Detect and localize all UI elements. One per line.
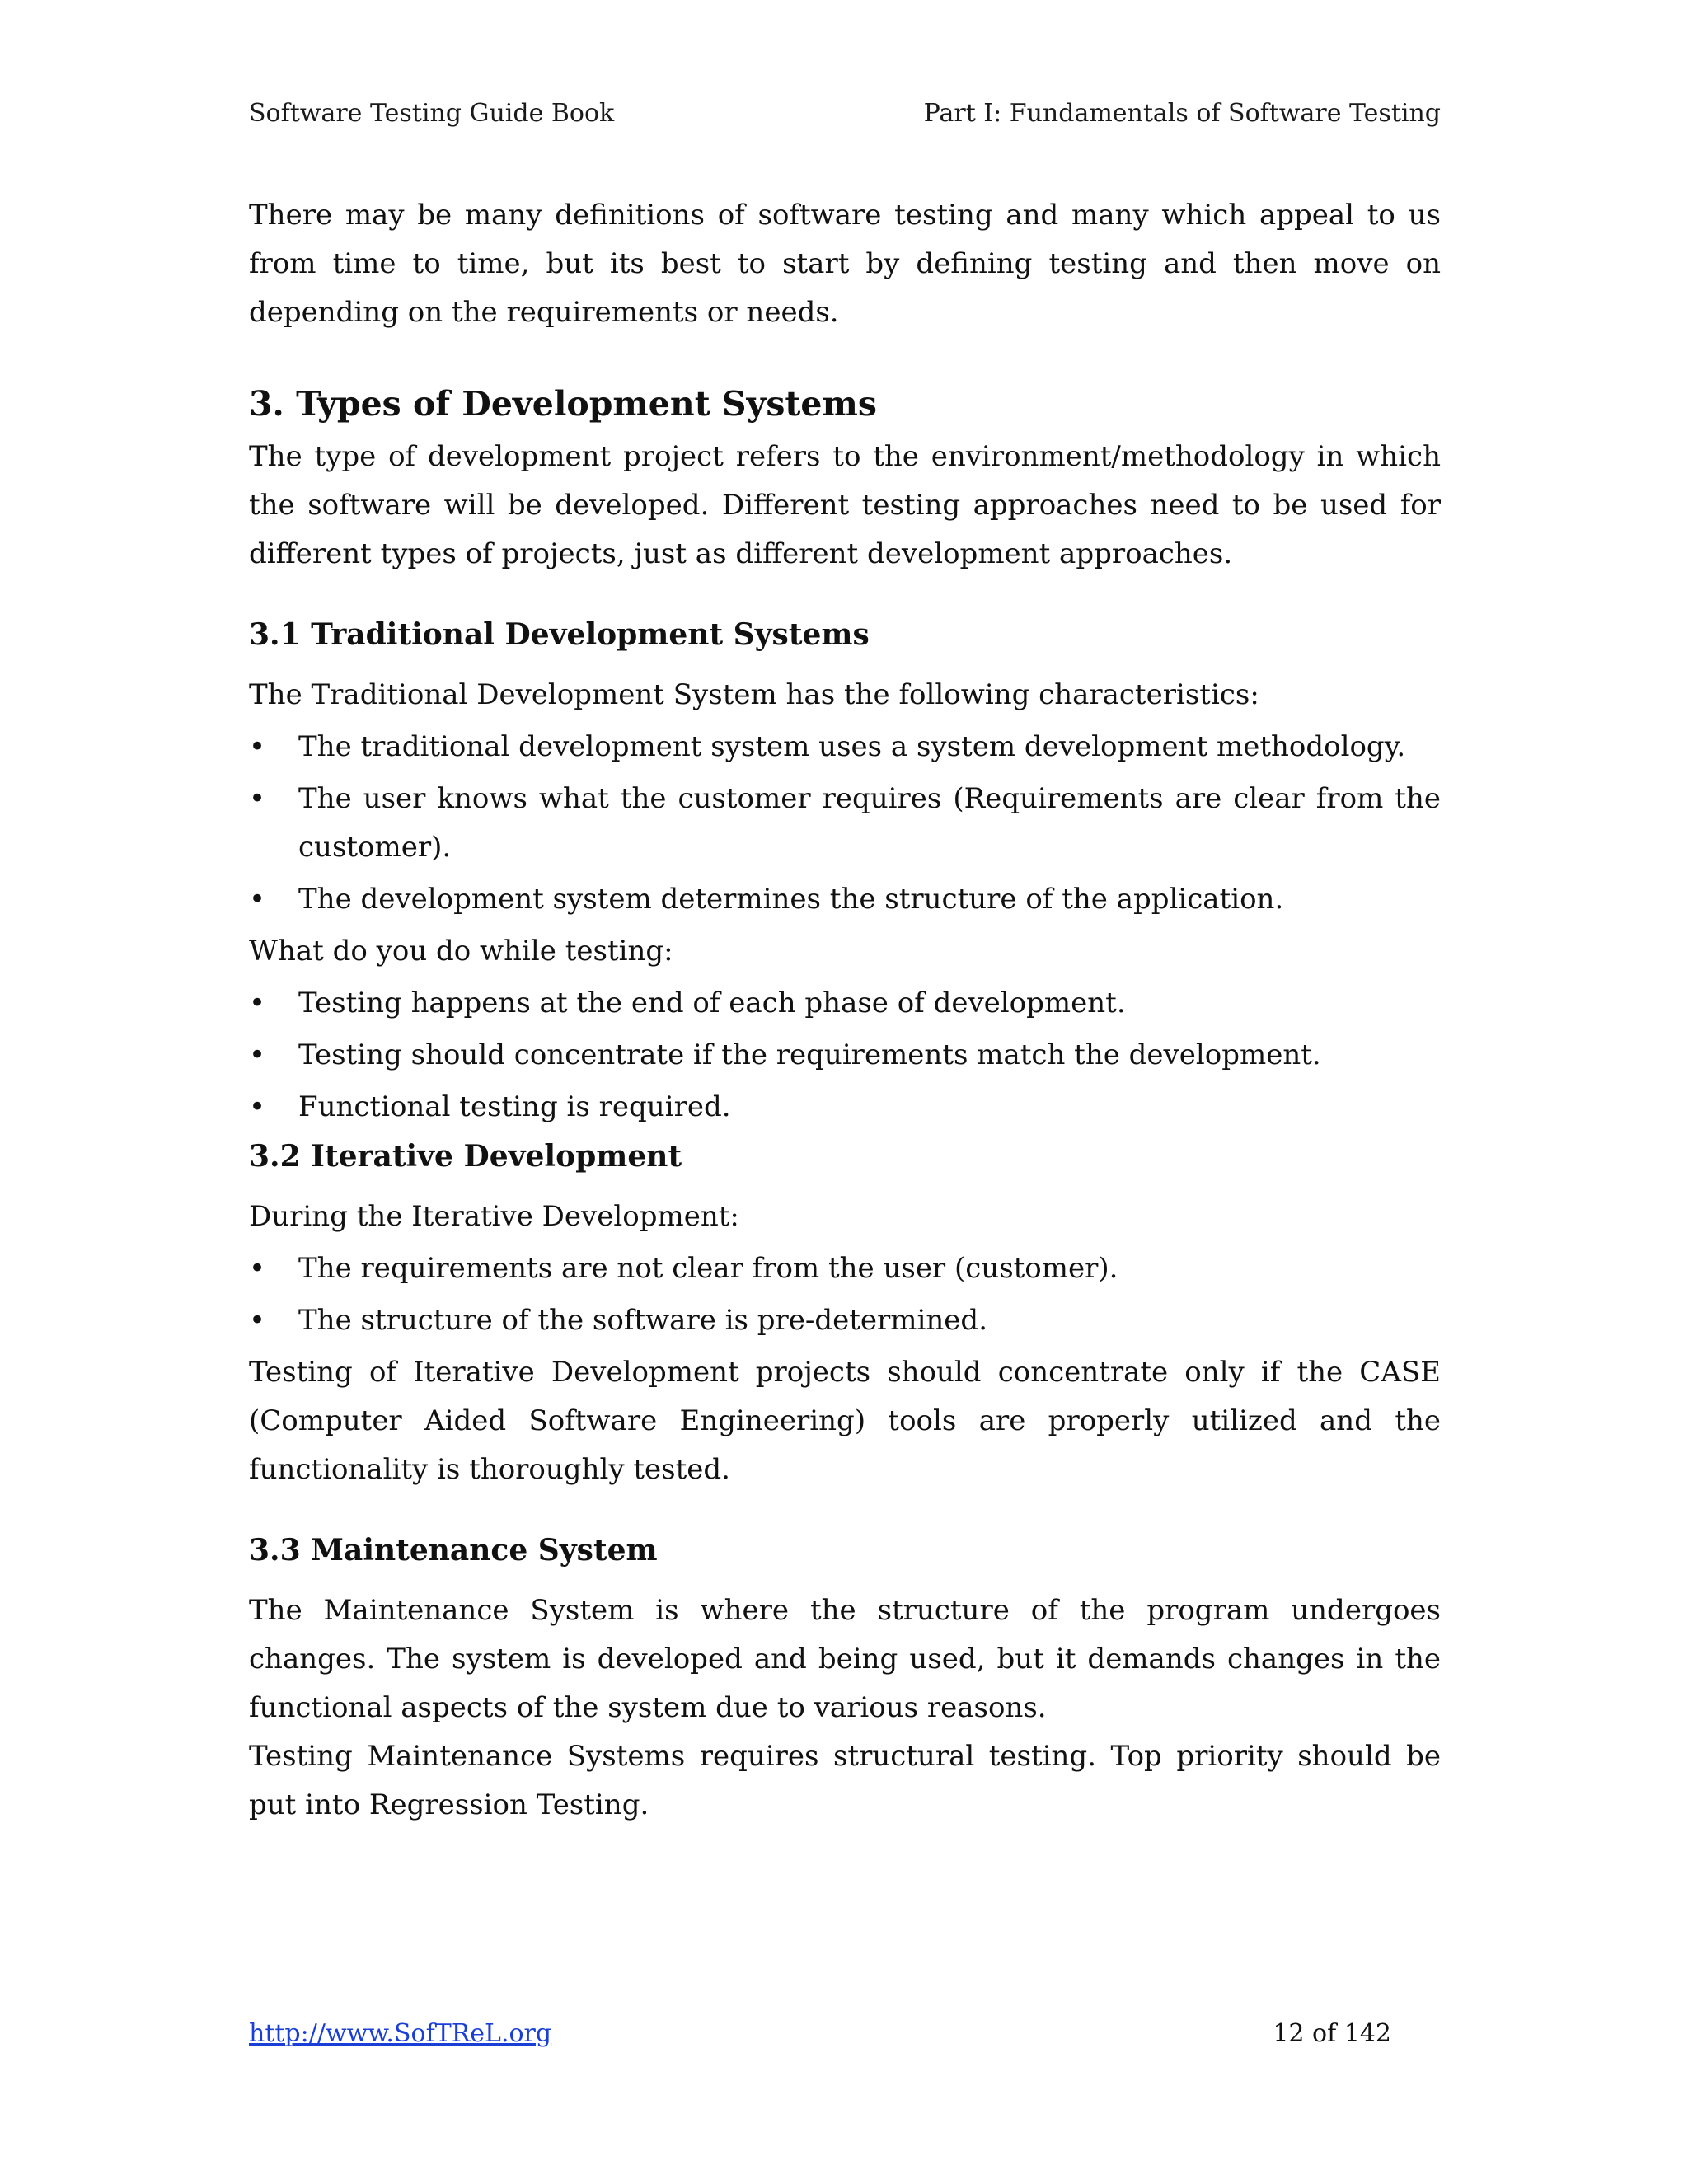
section-3-1-heading: 3.1 Traditional Development Systems xyxy=(249,617,870,652)
header-book-title: Software Testing Guide Book xyxy=(249,99,615,128)
page-footer xyxy=(249,2018,1391,2050)
page-content xyxy=(249,191,1441,1830)
list-item: • The requirements are not clear from the user (customer). xyxy=(249,1244,1441,1293)
header-part-title: Part I: Fundamentals of Software Testing xyxy=(923,99,1441,128)
bullet-icon: • xyxy=(249,987,266,1019)
list-item: • The development system determines the structure of the application. xyxy=(249,875,1441,924)
section-3-2-lead: During the Iterative Development: xyxy=(249,1200,739,1233)
bullet-icon: • xyxy=(249,1038,266,1071)
iterative-list xyxy=(249,1244,1441,1345)
page-number: 12 of 142 xyxy=(1273,2019,1391,2048)
section-3-3-paragraph-2: Testing Maintenance Systems requires structural testing. Top priority should be put into Regression Testing. xyxy=(249,1740,1441,1821)
list-item: • The structure of the software is pre-determined. xyxy=(249,1296,1441,1345)
list-item: • The user knows what the customer requires (Requirements are clear from the customer). xyxy=(249,775,1441,872)
characteristics-list xyxy=(249,723,1441,924)
list-item: • Testing should concentrate if the requirements match the development. xyxy=(249,1031,1441,1080)
bullet-icon: • xyxy=(249,883,266,916)
list-item: • The traditional development system uses a system development methodology. xyxy=(249,723,1441,771)
list-item: • Testing happens at the end of each phase of development. xyxy=(249,979,1441,1028)
website-link[interactable]: http://www.SofTReL.org xyxy=(249,2019,552,2048)
testing-list xyxy=(249,979,1441,1132)
section-3-2-heading: 3.2 Iterative Development xyxy=(249,1139,682,1174)
bullet-icon: • xyxy=(249,1252,266,1285)
bullet-icon: • xyxy=(249,1304,266,1337)
bullet-icon: • xyxy=(249,730,266,763)
section-3-2-paragraph: Testing of Iterative Development projects should concentrate only if the CASE (Computer Aided Software Engineering) tools are properly utilized and the functionality is thoroughly tested. xyxy=(249,1356,1441,1486)
section-3-3-paragraph-1: The Maintenance System is where the structure of the program undergoes changes. The system is developed and being used, but it demands changes in the functional aspects of the system due to various reasons. xyxy=(249,1594,1441,1724)
section-3-1-testing-lead: What do you do while testing: xyxy=(249,935,673,968)
bullet-icon: • xyxy=(249,782,266,815)
bullet-icon: • xyxy=(249,1090,266,1123)
page-header xyxy=(249,97,1441,130)
list-item: • Functional testing is required. xyxy=(249,1083,1441,1132)
section-3-paragraph: The type of development project refers to the environment/methodology in which the software will be developed. Different testing approaches need to be used for different types of projects, just as different development approaches. xyxy=(249,440,1441,570)
section-3-3-heading: 3.3 Maintenance System xyxy=(249,1533,658,1568)
intro-paragraph: There may be many definitions of software testing and many which appeal to us from time to time, but its best to start by defining testing and then move on depending on the requirements or needs. xyxy=(249,199,1441,329)
section-3-heading: 3. Types of Development Systems xyxy=(249,384,877,424)
section-3-1-lead: The Traditional Development System has the following characteristics: xyxy=(249,678,1259,711)
